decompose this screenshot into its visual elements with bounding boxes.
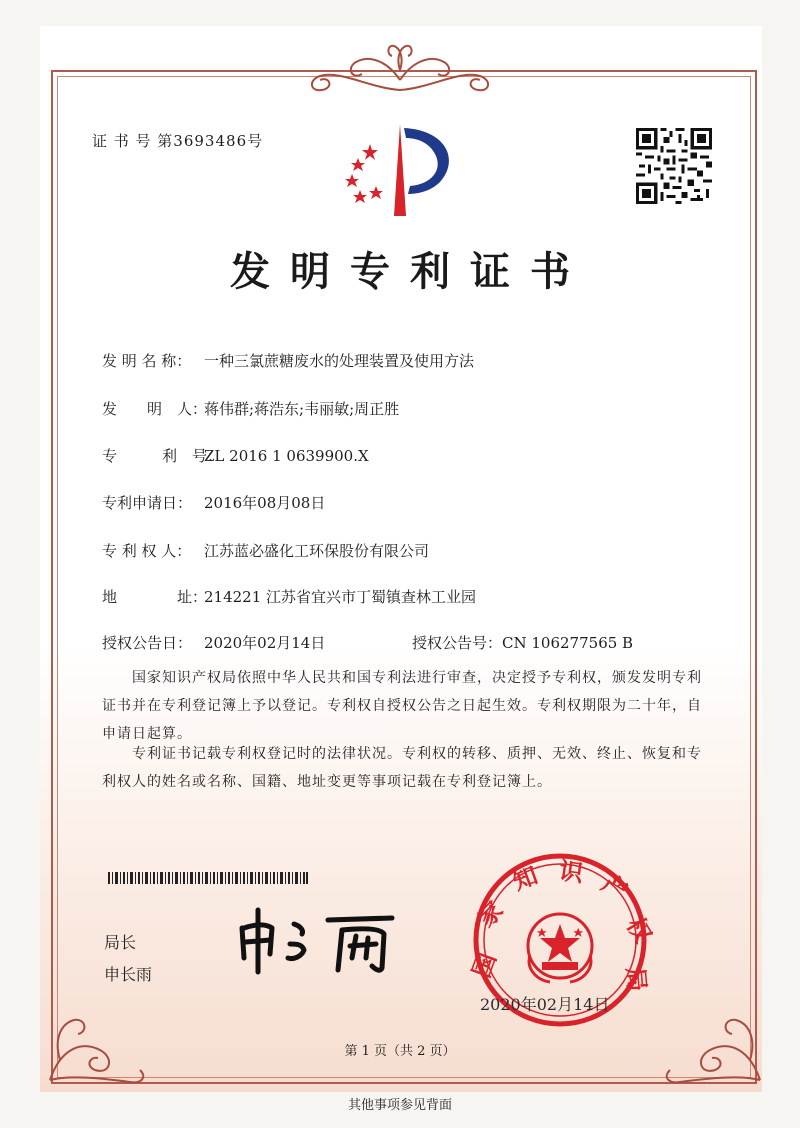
qr-code-icon bbox=[636, 128, 712, 204]
grant-date-value: 2020年02月14日 bbox=[204, 634, 326, 652]
barcode-icon bbox=[108, 872, 308, 884]
patentee-row bbox=[102, 540, 429, 561]
grant-date-label: 授权公告日： bbox=[102, 634, 193, 652]
svg-text:知: 知 bbox=[508, 860, 542, 896]
top-ornament bbox=[300, 40, 500, 96]
svg-text:局: 局 bbox=[620, 966, 652, 993]
application-date-label: 专利申请日： bbox=[102, 494, 193, 512]
grant-number-row bbox=[412, 632, 633, 653]
footer-note: 其他事项参见背面 bbox=[347, 1098, 452, 1113]
svg-text:家: 家 bbox=[471, 895, 509, 933]
grant-number-value: CN 106277565 B bbox=[502, 634, 634, 652]
application-date-row bbox=[102, 492, 325, 513]
signatory-name: 申长雨 bbox=[104, 965, 153, 984]
invention-name-value: 一种三氯蔗糖废水的处理装置及使用方法 bbox=[204, 352, 475, 370]
inventors-label: 发 明 人： bbox=[102, 400, 208, 418]
address-row bbox=[102, 586, 476, 607]
application-date-value: 2016年08月08日 bbox=[204, 494, 326, 512]
invention-name-row bbox=[102, 350, 474, 371]
seal-date: 2020年02月14日 bbox=[480, 995, 610, 1014]
patentee-label: 专 利 权 人： bbox=[102, 542, 192, 560]
cnipa-logo-icon bbox=[336, 120, 466, 220]
handwritten-signature-icon bbox=[232, 900, 402, 980]
paragraph-legal-status: 专利证书记载专利权登记时的法律状况。专利权的转移、质押、无效、终止、恢复和专利权人的姓名或名称、国籍、地址变更等事项记载在专利登记簿上。 bbox=[102, 746, 702, 790]
certificate-number: 证 书 号 第3693486号 bbox=[92, 132, 264, 150]
grant-number-label: 授权公告号： bbox=[412, 634, 503, 652]
svg-text:权: 权 bbox=[620, 912, 658, 948]
signatory-role: 局长 bbox=[104, 933, 137, 952]
svg-text:国: 国 bbox=[466, 948, 502, 982]
patentee-value: 江苏蓝必盛化工环保股份有限公司 bbox=[204, 542, 430, 560]
address-label: 地 址： bbox=[102, 588, 208, 606]
patent-number-row bbox=[102, 445, 369, 466]
svg-text:识: 识 bbox=[557, 855, 586, 888]
inventors-value: 蒋伟群;蒋浩东;韦丽敏;周正胜 bbox=[204, 400, 400, 418]
paragraph-grant-statement: 国家知识产权局依照中华人民共和国专利法进行审查，决定授予专利权，颁发发明专利证书并在专利登记簿上予以登记。专利权自授权公告之日起生效。专利权期限为二十年，自申请日起算。 bbox=[102, 670, 702, 742]
certificate-title: 发明专利证书 bbox=[230, 248, 590, 295]
page-indicator: 第 1 页（共 2 页） bbox=[344, 1044, 456, 1059]
invention-name-label: 发 明 名 称： bbox=[102, 352, 192, 370]
patent-number-value: ZL 2016 1 0639900.X bbox=[204, 447, 369, 465]
svg-text:产: 产 bbox=[596, 868, 633, 906]
address-value: 214221 江苏省宜兴市丁蜀镇查林工业园 bbox=[204, 588, 477, 606]
grant-date-row bbox=[102, 632, 325, 653]
inventors-row bbox=[102, 398, 399, 419]
patent-number-label: 专 利 号： bbox=[102, 447, 223, 465]
